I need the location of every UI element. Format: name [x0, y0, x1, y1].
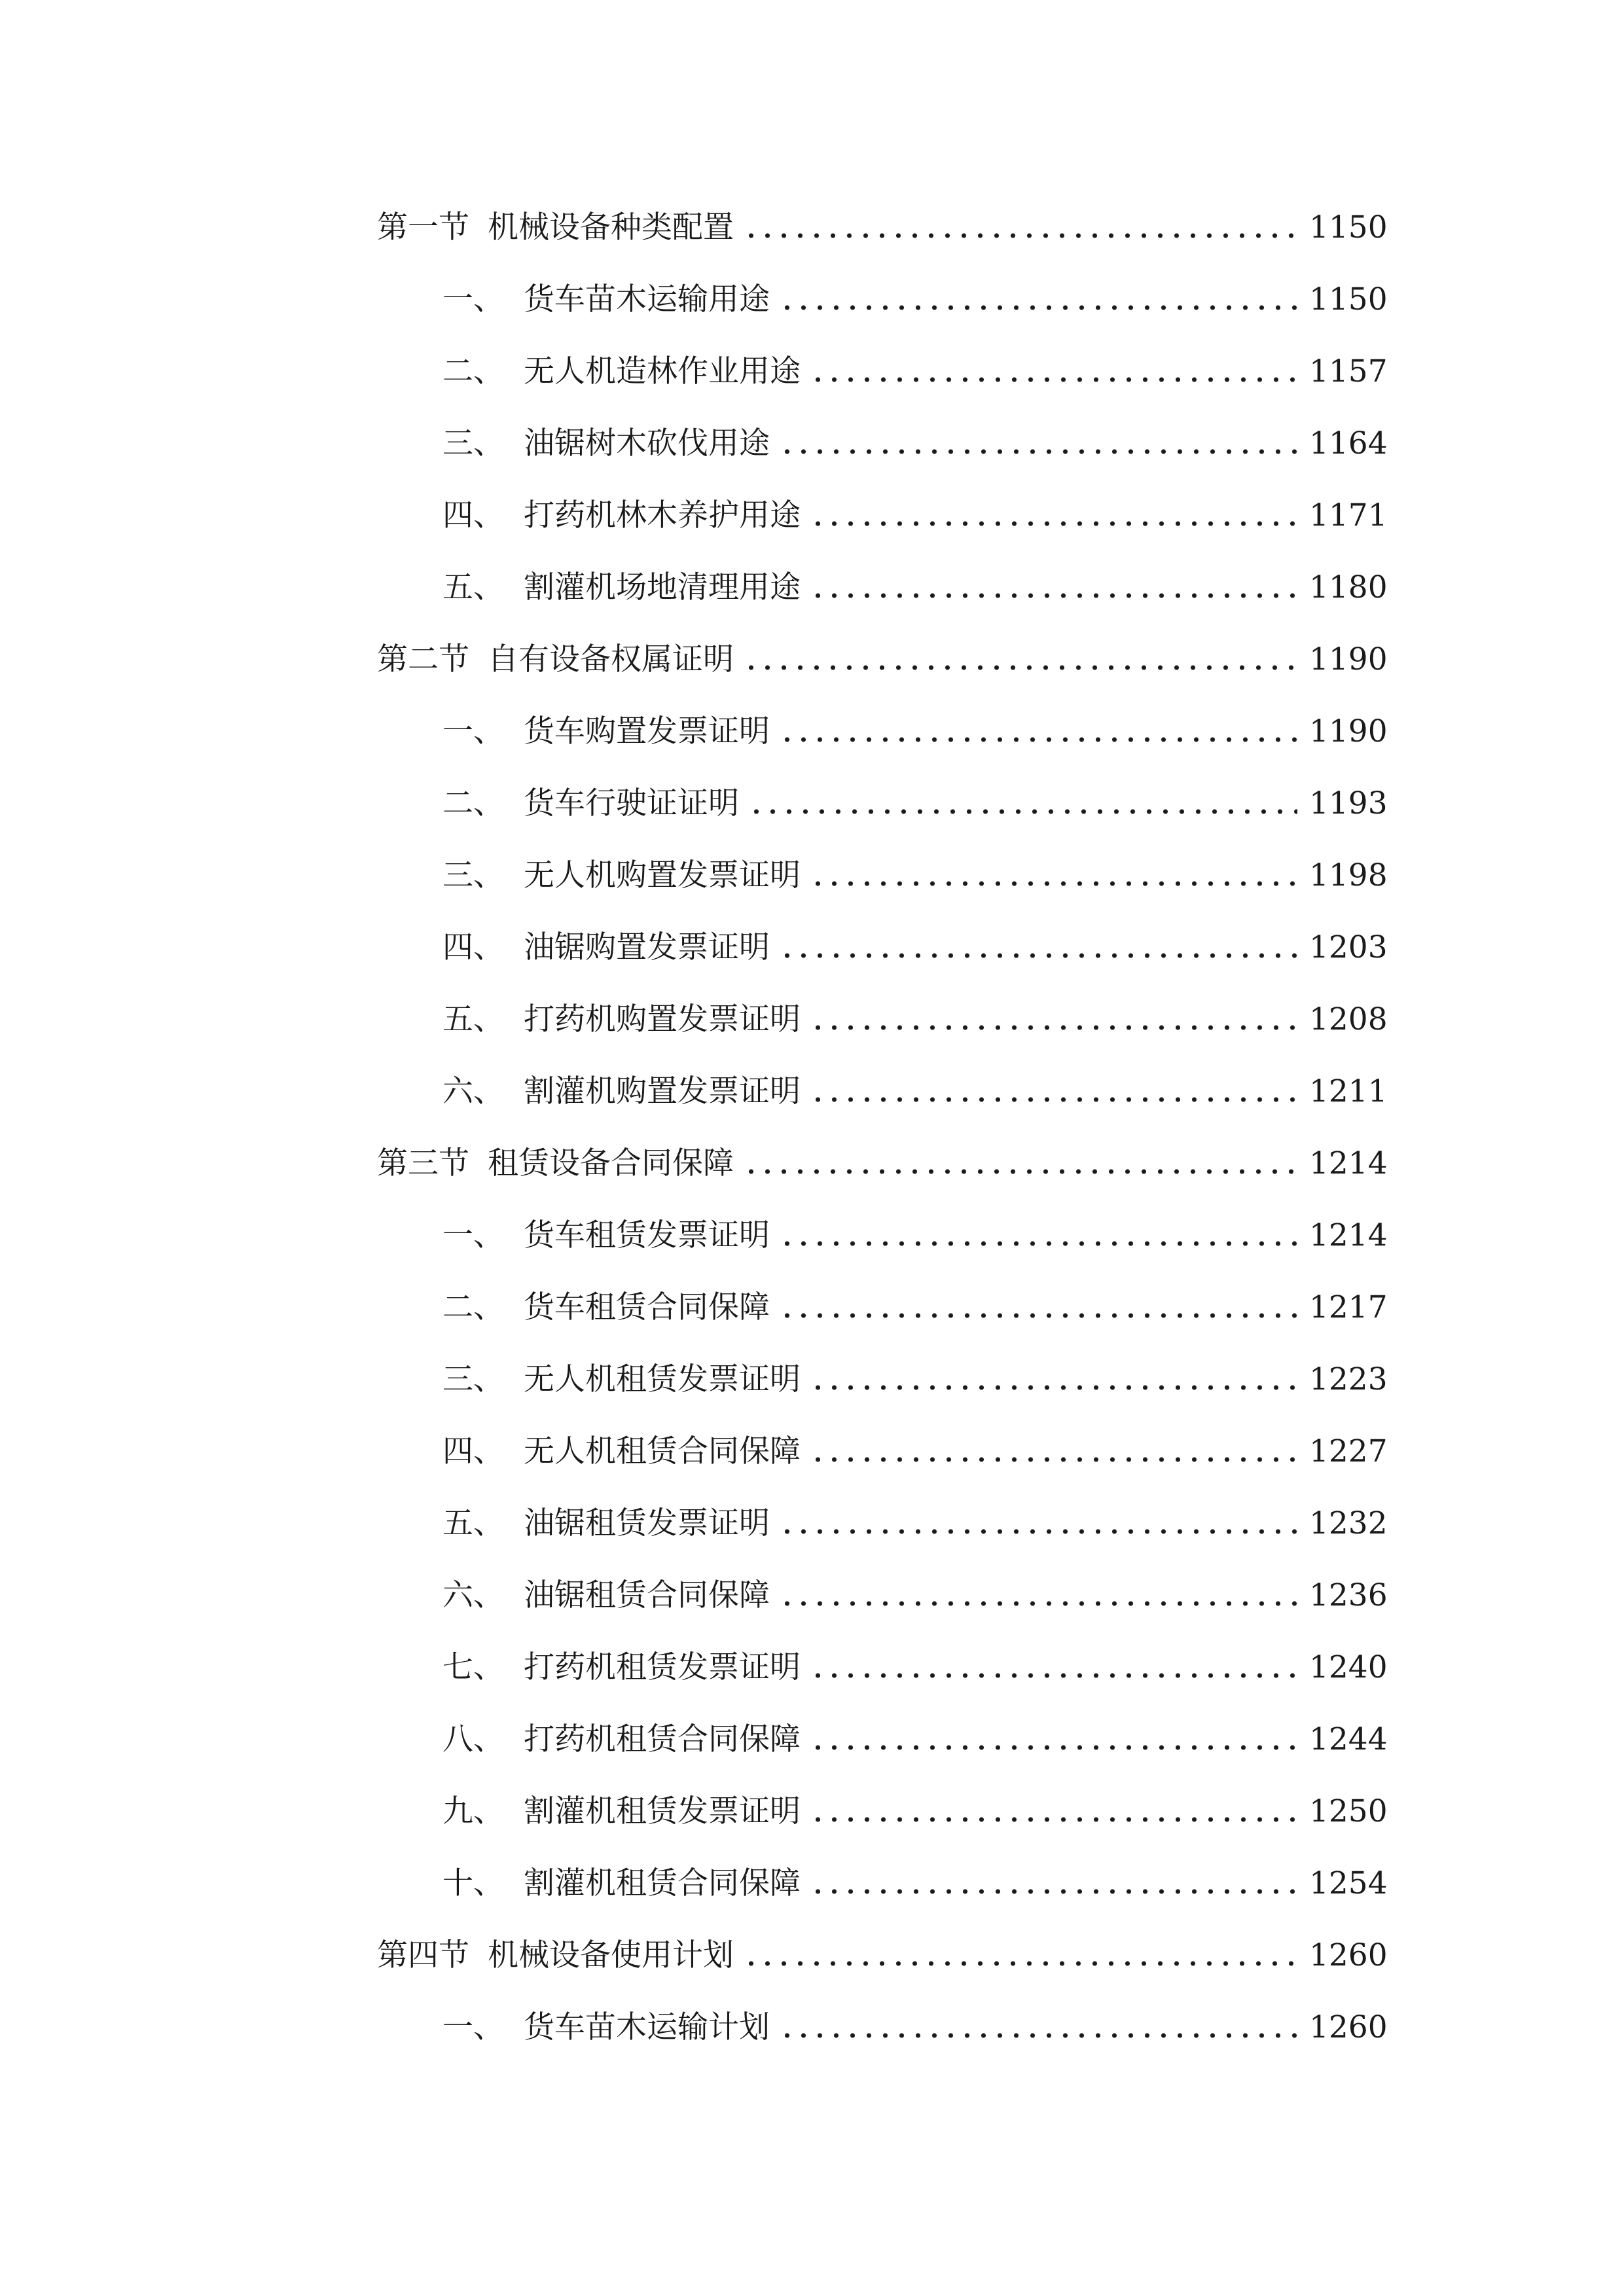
toc-item-number: 三、	[442, 425, 504, 461]
toc-item-title: 割灌机购置发票证明	[524, 1073, 801, 1109]
dot-leader	[810, 1888, 1297, 1895]
toc-item-number: 二、	[442, 353, 504, 389]
toc-item-entry[interactable]	[442, 1282, 1388, 1334]
toc-page-number: 1260	[1309, 1937, 1388, 1973]
toc-item-title: 打药机购置发票证明	[524, 1001, 801, 1037]
toc-page-number: 1193	[1309, 785, 1388, 821]
dot-leader	[779, 1600, 1297, 1607]
toc-item-title: 打药机租赁发票证明	[524, 1649, 801, 1685]
dot-leader	[743, 664, 1297, 671]
toc-item-title: 油锯租赁合同保障	[524, 1577, 770, 1613]
dot-leader	[810, 1672, 1297, 1679]
toc-page-number: 1240	[1309, 1649, 1388, 1685]
toc-item-title: 货车租赁合同保障	[524, 1289, 770, 1325]
toc-item-entry[interactable]	[442, 1570, 1388, 1622]
toc-item-entry[interactable]	[442, 1713, 1388, 1766]
dot-leader	[810, 1096, 1297, 1103]
toc-item-title: 无人机租赁发票证明	[524, 1361, 801, 1397]
toc-item-number: 七、	[442, 1649, 504, 1685]
toc-section-entry[interactable]	[377, 1138, 1388, 1190]
dot-leader	[810, 376, 1297, 383]
toc-item-entry[interactable]	[442, 850, 1388, 902]
toc-item-number: 八、	[442, 1721, 504, 1757]
toc-section-number: 第一节	[377, 209, 469, 245]
dot-leader	[810, 1024, 1297, 1031]
toc-section-number: 第三节	[377, 1145, 469, 1181]
toc-item-title: 打药机租赁合同保障	[524, 1721, 801, 1757]
toc-item-entry[interactable]	[442, 2001, 1388, 2054]
toc-item-title: 无人机造林作业用途	[524, 353, 801, 389]
toc-item-entry[interactable]	[442, 346, 1388, 398]
dot-leader	[810, 1816, 1297, 1823]
toc-item-title: 油锯租赁发票证明	[524, 1505, 770, 1541]
toc-section-title: 租赁设备合同保障	[488, 1145, 734, 1181]
toc-page-number: 1260	[1309, 2009, 1388, 2045]
dot-leader	[810, 880, 1297, 887]
toc-item-title: 割灌机租赁合同保障	[524, 1865, 801, 1901]
toc-item-entry[interactable]	[442, 1857, 1388, 1910]
toc-item-entry[interactable]	[442, 1785, 1388, 1838]
dot-leader	[779, 736, 1297, 743]
dot-leader	[779, 304, 1297, 311]
dot-leader	[810, 1456, 1297, 1463]
toc-item-number: 六、	[442, 1073, 504, 1109]
toc-item-title: 货车行驶证证明	[524, 785, 739, 821]
toc-item-entry[interactable]	[442, 490, 1388, 542]
toc-page-number: 1217	[1309, 1289, 1388, 1325]
toc-item-entry[interactable]	[442, 1641, 1388, 1694]
toc-page-number: 1250	[1309, 1793, 1388, 1829]
toc-item-entry[interactable]	[442, 1354, 1388, 1406]
toc-page-number: 1198	[1309, 857, 1388, 893]
dot-leader	[779, 1240, 1297, 1247]
dot-leader	[779, 2032, 1297, 2039]
dot-leader	[779, 448, 1297, 455]
toc-item-number: 五、	[442, 1001, 504, 1037]
dot-leader	[743, 1168, 1297, 1175]
dot-leader	[743, 232, 1297, 239]
toc-item-number: 四、	[442, 497, 504, 533]
toc-item-title: 油锯树木砍伐用途	[524, 425, 770, 461]
toc-item-entry[interactable]	[442, 922, 1388, 974]
toc-item-title: 割灌机场地清理用途	[524, 569, 801, 605]
toc-page-number: 1190	[1309, 713, 1388, 749]
toc-item-number: 六、	[442, 1577, 504, 1613]
toc-item-number: 四、	[442, 929, 504, 965]
toc-section-entry[interactable]	[377, 634, 1388, 686]
toc-item-number: 九、	[442, 1793, 504, 1829]
toc-item-title: 货车购置发票证明	[524, 713, 770, 749]
toc-item-entry[interactable]	[442, 274, 1388, 326]
toc-page-number: 1150	[1309, 281, 1388, 317]
toc-item-entry[interactable]	[442, 994, 1388, 1046]
toc-section-number: 第四节	[377, 1937, 469, 1973]
toc-page-number: 1180	[1309, 569, 1388, 605]
toc-item-number: 一、	[442, 281, 504, 317]
toc-item-number: 十、	[442, 1865, 504, 1901]
toc-section-title: 机械设备使用计划	[488, 1937, 734, 1973]
toc-item-entry[interactable]	[442, 1210, 1388, 1262]
toc-item-number: 四、	[442, 1433, 504, 1469]
toc-section-number: 第二节	[377, 641, 469, 677]
dot-leader	[779, 952, 1297, 959]
toc-page-number: 1214	[1309, 1145, 1388, 1181]
toc-page-number: 1223	[1309, 1361, 1388, 1397]
toc-page-number: 1232	[1309, 1505, 1388, 1541]
toc-item-title: 无人机购置发票证明	[524, 857, 801, 893]
dot-leader	[748, 808, 1297, 815]
toc-item-title: 油锯购置发票证明	[524, 929, 770, 965]
toc-item-number: 一、	[442, 2009, 504, 2045]
toc-section-entry[interactable]	[377, 202, 1388, 254]
toc-page-number: 1254	[1309, 1865, 1388, 1901]
toc-page-number: 1203	[1309, 929, 1388, 965]
toc-item-title: 打药机林木养护用途	[524, 497, 801, 533]
toc-item-number: 一、	[442, 1217, 504, 1253]
toc-item-number: 三、	[442, 857, 504, 893]
toc-item-number: 五、	[442, 569, 504, 605]
toc-item-entry[interactable]	[442, 1066, 1388, 1118]
toc-section-title: 自有设备权属证明	[488, 641, 734, 677]
dot-leader	[743, 1960, 1297, 1967]
dot-leader	[810, 592, 1297, 599]
toc-page-number: 1211	[1309, 1073, 1388, 1109]
toc-section-title: 机械设备种类配置	[488, 209, 734, 245]
toc-item-title: 无人机租赁合同保障	[524, 1433, 801, 1469]
toc-item-entry[interactable]	[442, 1498, 1388, 1550]
toc-item-entry[interactable]	[442, 418, 1388, 470]
toc-item-entry[interactable]	[442, 562, 1388, 614]
toc-item-entry[interactable]	[442, 706, 1388, 758]
toc-section-entry[interactable]	[377, 1929, 1388, 1982]
toc-item-entry[interactable]	[442, 778, 1388, 830]
toc-item-title: 割灌机租赁发票证明	[524, 1793, 801, 1829]
toc-item-title: 货车苗木运输计划	[524, 2009, 770, 2045]
dot-leader	[810, 520, 1297, 527]
toc-page-number: 1171	[1309, 497, 1388, 533]
toc-page-number: 1208	[1309, 1001, 1388, 1037]
toc-item-number: 一、	[442, 713, 504, 749]
toc-page-number: 1157	[1309, 353, 1388, 389]
toc-item-number: 二、	[442, 785, 504, 821]
toc-item-title: 货车租赁发票证明	[524, 1217, 770, 1253]
toc-item-number: 五、	[442, 1505, 504, 1541]
toc-page-number: 1164	[1309, 425, 1388, 461]
toc-page-number: 1150	[1309, 209, 1388, 245]
dot-leader	[779, 1528, 1297, 1535]
dot-leader	[810, 1744, 1297, 1751]
toc-item-number: 二、	[442, 1289, 504, 1325]
toc-item-number: 三、	[442, 1361, 504, 1397]
dot-leader	[779, 1312, 1297, 1319]
toc-page-number: 1214	[1309, 1217, 1388, 1253]
toc-page-number: 1227	[1309, 1433, 1388, 1469]
toc-page-number: 1236	[1309, 1577, 1388, 1613]
toc-item-title: 货车苗木运输用途	[524, 281, 770, 317]
toc-item-entry[interactable]	[442, 1426, 1388, 1478]
toc-page-number: 1244	[1309, 1721, 1388, 1757]
toc-page-number: 1190	[1309, 641, 1388, 677]
dot-leader	[810, 1384, 1297, 1391]
